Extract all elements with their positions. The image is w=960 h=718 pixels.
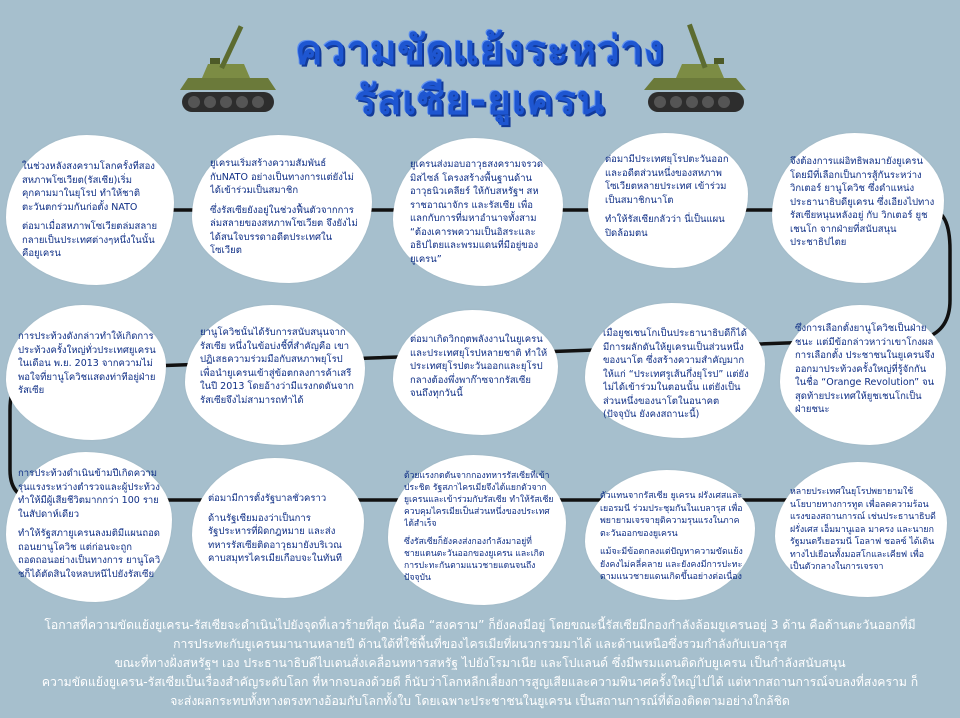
card-text-6	[795, 322, 935, 438]
footer-line: ความขัดแย้งยูเครน-รัสเซียเป็นเรื่องสำคัญระดับโลก ที่หากจบลงด้วยดี ก็นับว่าโลกหลีกเลี่ยงการสูญเสียและความพินาศครั้งใหญ่ไปได้ แต่หากสถานการณ์จบลงที่สงคราม ก็	[41, 675, 919, 689]
footer-line: ขณะที่ทางฝั่งสหรัฐฯ เอง ประธานาธิบดีไบเดนสั่งเคลื่อนทหารสหรัฐ ไปยังโรมาเนีย และโปแลนด์ ซึ่งมีพรมแดนติดกับยูเครน เป็นกำลังสนับสนุน	[114, 656, 846, 670]
card-paragraph: ยูเครนเริ่มสร้างความสัมพันธ์กับNATO อย่างเป็นทางการแต่ยังไม่ได้เข้าร่วมเป็นสมาชิก	[210, 158, 354, 196]
footer-line: โอกาสที่ความขัดแย้งยูเครน-รัสเซียจะดำเนินไปยังจุดที่เลวร้ายที่สุด นั่นคือ “สงคราม” ก็ยังคงมีอยู่ โดยขณะนี้รัสเซียมีกองกำลังล้อมยูเครนอยู่ 3 ด้าน คือด้านตะวันออกที่มี	[44, 618, 916, 632]
card-text-1	[22, 160, 158, 278]
card-paragraph: ในช่วงหลังสงครามโลกครั้งที่สองสหภาพโซเวียต(รัสเซีย)เริ่มคุกคามมาในยุโรป ทำให้ชาติตะวันตกร่วมกันก่อตั้ง NATO	[22, 161, 155, 213]
card-paragraph: จึงต้องการแผ่อิทธิพลมายังยูเครน โดยมีที่เลือกเป็นการสู้กันระหว่าง วิกเตอร์ ยานูโควิช ซึ่งดำแหน่งประธานาธิบดียูเครน ซึ่งเอียงไปทางรัสเซียหนุนหลังอยู่ กับ วิกเตอร์ ยูชเชนโก จากฝ่ายที่สนับสนุนประชาธิปไตย	[790, 156, 935, 248]
card-paragraph: ยูเครนส่งมอบอาวุธสงครามจรวดมิสไซล์ โครงสร้างพื้นฐานด้านอาวุธนิวเคลียร์ ให้กับสหรัฐฯ สหราชอาณาจักร และรัสเซีย เพื่อแลกกับการที่มหาอำนาจทั้งสาม “ต้องเคารพความเป็นอิสระและอธิปไตยและพรมแดนที่มีอยู่ของยูเครน”	[410, 159, 544, 265]
card-text-11	[18, 467, 166, 595]
footer-line: การประทะกับยูเครนมานานหลายปี ด้านใต้ที่ใช้พื้นที่ของไครเมียที่ผนวกรวมมาได้ และด้านเหนือซึ่งรวมกำลังกับเบลารุส	[173, 637, 787, 651]
card-paragraph: ตัวแทนจากรัสเซีย ยูเครน ฝรั่งเศสและเยอรมนี ร่วมประชุมกันในเบลารุส เพื่อพยายามเจรจายุติความรุนแรงในภาคตะวันออกของยูเครน	[600, 491, 743, 539]
card-paragraph: ด้านรัฐเซียมองว่าเป็นการรัฐประหารที่ผิดกฎหมาย และส่งทหารรัสเซียติดอาวุธมายังบริเวณคาบสมุทรไครเมียเกือบจะในทันที	[208, 512, 343, 564]
card-paragraph: ยานูโควิชนั้นได้รับการสนับสนุนจากรัสเซีย หนึ่งในข้อบ่งชี้ที่สำคัญคือ เขาปฏิเสธความร่วมมือกับสหภาพยุโรป เพื่อนำยูเครนเข้าสู่ข้อตกลงการค้าเสรีในปี 2013 โดยอ้างว่ามีแรงกดดันจากรัสเซียจึงไม่สามารถทำได้	[200, 327, 354, 406]
card-paragraph: แม้จะมีข้อตกลงแต่ปัญหาความขัดแย้งยังคงไม่คลี่คลาย และยังคงมีการปะทะตามแนวชายแดนเกิดขึ้นอย่างต่อเนื่อง	[600, 547, 743, 582]
card-paragraph: ซึ่งรัสเซียก็ยังคงส่งกองกำลังมาอยู่ที่ชายแดนตะวันออกของยูเครน และเกิดการปะทะกันตามแนวชายแดนจนถึงปัจจุบัน	[404, 537, 545, 583]
card-paragraph: การประท้วงดำเนินข้ามปีเกิดความรุนแรงระหว่างตำรวจและผู้ประท้วง ทำให้มีผู้เสียชีวิตมากกว่า 100 รายในสัปดาห์เดียว	[18, 468, 160, 520]
card-text-7	[603, 327, 751, 431]
card-text-8	[410, 333, 548, 428]
card-paragraph: ด้วยแรงกดดันจากกองทหารรัสเซียที่เข้าประชิด รัฐสภาไครเมียจึงได้แยกตัวจากยูเครนและเข้าร่วมกับรัสเซีย ทำให้รัสเซียควบคุมไครเมียเป็นส่วนหนึ่งของประเทศได้สำเร็จ	[404, 471, 554, 529]
card-paragraph: ทำให้รัฐสภายูเครนลงมติมีแผนถอดถอนยานูโควิช แต่ก่อนจะถูกถอดถอนอย่างเป็นทางการ ยานูโควิชก็ได้ตัดสินใจหลบหนีไปยังรัสเซีย	[18, 528, 161, 580]
card-paragraph: ต่อมาเมื่อสหภาพโซเวียตล่มสลาย กลายเป็นประเทศต่างๆหนึ่งในนั้นคือยูเครน	[22, 221, 158, 259]
page-title-line2: รัสเซีย-ยูเครน	[354, 78, 606, 124]
card-paragraph: ซึ่งรัสเซียยังอยู่ในช่วงฟื้นตัวจากการล่มสลายของสหภาพโซเวียต จึงยังไม่ได้สนใจบรรดาอดีตประเทศในโซเวียต	[210, 204, 358, 256]
card-text-3	[410, 158, 550, 278]
card-text-5	[790, 155, 935, 273]
card-text-2	[210, 157, 360, 275]
footer-line: จะส่งผลกระทบทั้งทางตรงทางอ้อมกับโลกทั้งใบ โดยเฉพาะประชาชนในยูเครน เป็นสถานการณ์ที่ต้องติดตามอย่างใกล้ชิด	[170, 694, 790, 708]
tank-icon	[180, 18, 280, 118]
card-text-13	[404, 470, 554, 598]
card-paragraph: ต่อมาเกิดวิกฤตพลังงานในยูเครนและประเทศยุโรปหลายชาติ ทำให้ประเทศยุโรปตะวันออกและยุโรปกลางต้องพึ่งพาก๊าซจากรัสเซียจนถึงทุกวันนี้	[410, 334, 548, 399]
card-text-10	[18, 330, 158, 430]
page-title-line1: ความขัดแย้งระหว่าง	[295, 28, 665, 74]
card-paragraph: หลายประเทศในยุโรปพยายามใช้นโยบายทางการทูต เพื่อลดความร้อนแรงของสถานการณ์ เช่นประธานาธิบดีฝรั่งเศส เอ็มมานูเอล มาครง และนายกรัฐมนตรีเยอรมนี โอลาฟ ชอลซ์ ได้เดินทางไปเยือนทั้งมอสโกและเคียฟ เพื่อเป็นตัวกลางในการเจรจา	[790, 487, 936, 572]
card-text-9	[200, 326, 355, 436]
card-text-12	[208, 492, 353, 592]
card-paragraph: ต่อมามีการตั้งรัฐบาลชั่วคราว	[208, 493, 327, 504]
card-paragraph: ต่อมามีประเทศยุโรปตะวันออกและอดีตส่วนหนึ่งของสหภาพโซเวียตหลายประเทศ เข้าร่วมเป็นสมาชิกนาโต	[605, 154, 729, 206]
card-text-4	[605, 153, 735, 258]
card-paragraph: ซึ่งการเลือกตั้งยานูโควิชเป็นฝ่ายชนะ แต่มีข้อกล่าวหาว่าเขาโกงผลการเลือกตั้ง ประชาชนในยูเครนจึงออกมาประท้วงครั้งใหญ่ที่รู้จักกันในชื่อ “Orange Revolution” จนสุดท้ายประเทศให้ยูชเชนโกเป็นฝ่ายชนะ	[795, 323, 935, 415]
card-paragraph: การประท้วงดังกล่าวทำให้เกิดการประท้วงครั้งใหญ่ทั่วประเทศยูเครนในเดือน พ.ย. 2013 จากความไม่พอใจที่ยานูโควิชแสดงท่าทีอยู่ฝ่ายรัสเซีย	[18, 331, 156, 396]
summary-footer	[14, 616, 946, 711]
card-text-15	[790, 486, 938, 590]
card-paragraph: เมื่อยูชเชนโกเป็นประธานาธิบดีก็ได้มีการผลักดันให้ยูเครนเป็นส่วนหนึ่งของนาโต ซึ่งสร้างความสำคัญมากให้แก่ “ประเทศรูเส้นกึ่งยุโรป” แต่ยังไม่ได้เข้าร่วมในตอนนั้น แต่ยังเป็นส่วนหนึ่งของนาโตในอนาคต (ปัจจุบัน ยังคงสถานะนี้)	[603, 328, 749, 420]
tank-icon	[640, 18, 750, 118]
card-paragraph: ทำให้รัสเซียกลัวว่า นี่เป็นแผนปิดล้อมตน	[605, 214, 725, 239]
card-text-14	[600, 490, 745, 595]
